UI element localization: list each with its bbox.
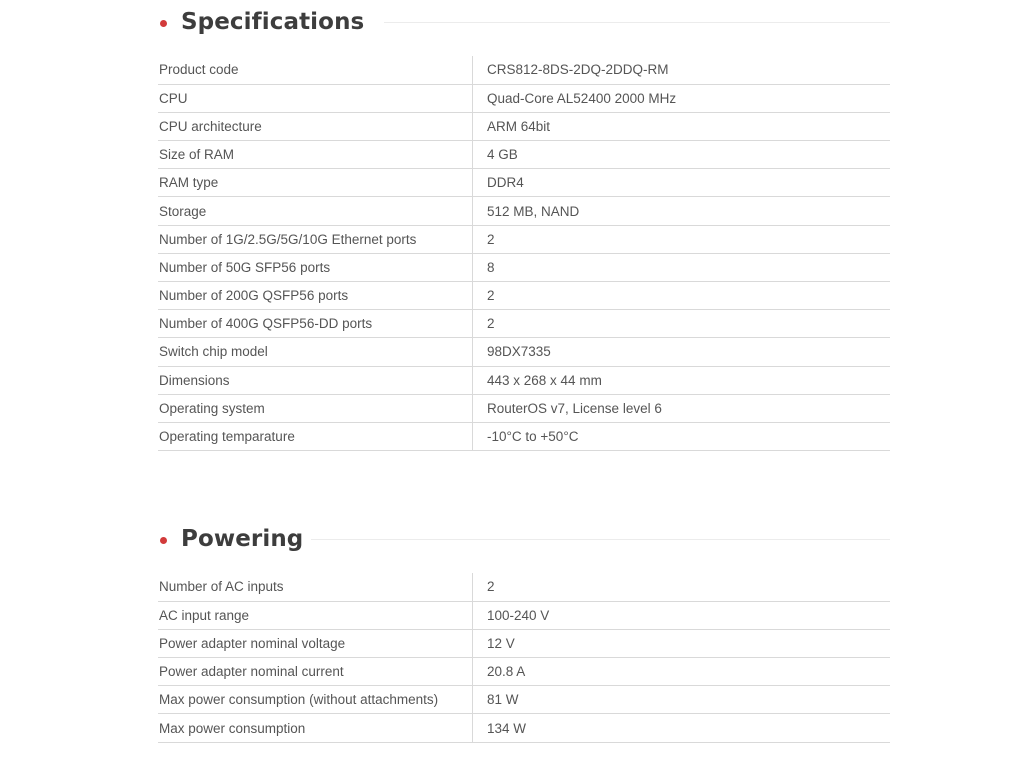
table-row	[158, 394, 890, 422]
spec-value: DDR4	[487, 175, 524, 191]
powering-table	[158, 573, 890, 743]
specifications-section	[158, 4, 890, 451]
spec-label: Size of RAM	[158, 141, 473, 169]
specifications-title: Specifications	[181, 9, 365, 35]
spec-value: 134 W	[487, 720, 527, 736]
table-row	[158, 714, 890, 742]
bullet-dot-icon	[160, 537, 167, 544]
spec-label: Operating system	[158, 394, 473, 422]
spec-value: 100-240 V	[487, 607, 550, 623]
spec-label: Storage	[158, 197, 473, 225]
table-row	[158, 422, 890, 450]
spec-label: CPU architecture	[158, 112, 473, 140]
table-row	[158, 56, 890, 84]
spec-label: Power adapter nominal current	[158, 658, 473, 686]
spec-label: AC input range	[158, 601, 473, 629]
spec-value: CRS812-8DS-2DQ-2DDQ-RM	[487, 62, 669, 78]
spec-value: RouterOS v7, License level 6	[487, 400, 662, 416]
spec-label: RAM type	[158, 169, 473, 197]
specifications-table	[158, 56, 890, 451]
table-row	[158, 282, 890, 310]
specifications-header	[158, 4, 890, 40]
bullet-dot-icon	[160, 20, 167, 27]
spec-label: CPU	[158, 84, 473, 112]
spec-label: Operating temparature	[158, 422, 473, 450]
header-divider	[384, 22, 890, 23]
table-row	[158, 169, 890, 197]
spec-value: 81 W	[487, 692, 519, 708]
powering-header	[158, 521, 890, 557]
header-divider	[311, 539, 890, 540]
spec-label: Number of AC inputs	[158, 573, 473, 601]
spec-label: Power adapter nominal voltage	[158, 629, 473, 657]
spec-value: 12 V	[487, 635, 515, 651]
table-row	[158, 84, 890, 112]
spec-value: 20.8 A	[487, 664, 526, 680]
spec-value: 2	[487, 579, 495, 595]
table-row	[158, 338, 890, 366]
spec-value: 8	[487, 259, 495, 275]
spec-value: 2	[487, 288, 495, 304]
spec-label: Max power consumption (without attachments)	[158, 686, 473, 714]
spec-value: ARM 64bit	[487, 118, 551, 134]
spec-label: Product code	[158, 56, 473, 84]
table-row	[158, 310, 890, 338]
table-row	[158, 573, 890, 601]
table-row	[158, 366, 890, 394]
spec-label: Dimensions	[158, 366, 473, 394]
table-row	[158, 141, 890, 169]
spec-value: 443 x 268 x 44 mm	[487, 372, 602, 388]
spec-value: 4 GB	[487, 147, 518, 163]
spec-value: -10°C to +50°C	[487, 429, 579, 445]
powering-section	[158, 521, 890, 743]
table-row	[158, 601, 890, 629]
table-row	[158, 112, 890, 140]
table-row	[158, 686, 890, 714]
spec-label: Number of 400G QSFP56-DD ports	[158, 310, 473, 338]
spec-value: 2	[487, 231, 495, 247]
table-row	[158, 629, 890, 657]
spec-value: 512 MB, NAND	[487, 203, 580, 219]
table-row	[158, 658, 890, 686]
table-row	[158, 225, 890, 253]
spec-label: Number of 1G/2.5G/5G/10G Ethernet ports	[158, 225, 473, 253]
spec-value: 2	[487, 316, 495, 332]
spec-value: Quad-Core AL52400 2000 MHz	[487, 90, 677, 106]
spec-label: Switch chip model	[158, 338, 473, 366]
spec-label: Max power consumption	[158, 714, 473, 742]
spec-label: Number of 200G QSFP56 ports	[158, 282, 473, 310]
spec-value: 98DX7335	[487, 344, 551, 360]
table-row	[158, 253, 890, 281]
powering-title: Powering	[181, 526, 304, 552]
table-row	[158, 197, 890, 225]
spec-label: Number of 50G SFP56 ports	[158, 253, 473, 281]
